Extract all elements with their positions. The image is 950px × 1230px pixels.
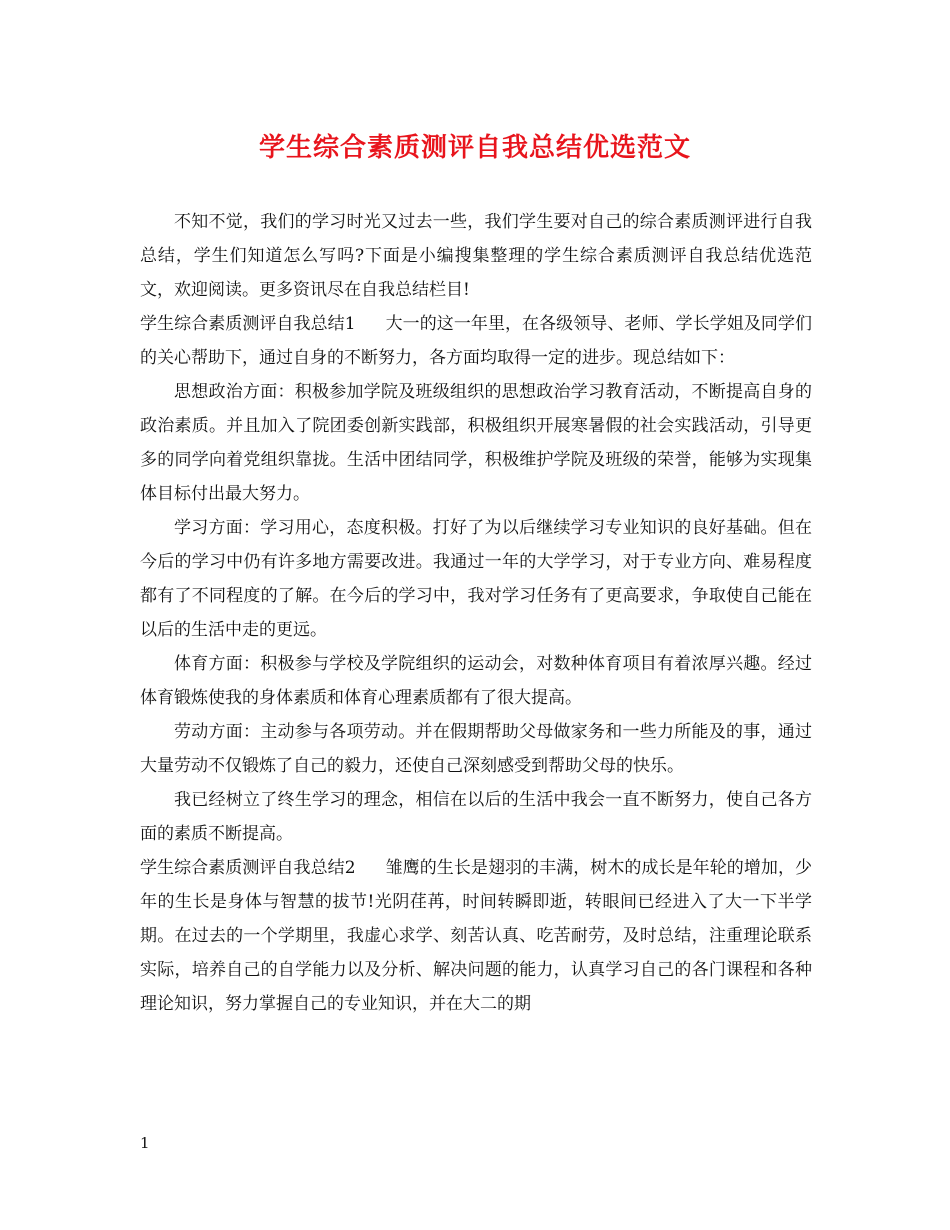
sports-paragraph: 体育方面：积极参与学校及学院组织的运动会，对数种体育项目有着浓厚兴趣。经过体育锻炼使我的身体素质和体育心理素质都有了很大提高。 xyxy=(140,654,812,708)
study-paragraph: 学习方面：学习用心，态度积极。打好了为以后继续学习专业知识的良好基础。但在今后的学习中仍有许多地方需要改进。我通过一年的大学学习，对于专业方向、难易程度都有了不同程度的了解。在今后的学习中，我对学习任务有了更高要求，争取使自己能在以后的生活中走的更远。 xyxy=(140,518,812,640)
labor-paragraph: 劳动方面：主动参与各项劳动。并在假期帮助父母做家务和一些力所能及的事，通过大量劳动不仅锻炼了自己的毅力，还使自己深刻感受到帮助父母的快乐。 xyxy=(140,722,812,776)
politics-paragraph: 思想政治方面：积极参加学院及班级组织的思想政治学习教育活动，不断提高自身的政治素质。并且加入了院团委创新实践部，积极组织开展寒暑假的社会实践活动，引导更多的同学向着党组织靠拢。生活中团结同学，积极维护学院及班级的荣誉，能够为实现集体目标付出最大努力。 xyxy=(140,382,812,504)
section-1-lead: 大一的这一年里，在各级领导、老师、学长学姐及同学们的关心帮助下，通过自身的不断努力，各方面均取得一定的进步。现总结如下： xyxy=(140,314,812,368)
section-1-paragraph xyxy=(140,307,812,375)
section-2-heading: 学生综合素质测评自我总结2 xyxy=(140,858,356,878)
document-body xyxy=(140,205,812,1021)
conclusion-paragraph: 我已经树立了终生学习的理念，相信在以后的生活中我会一直不断努力，使自己各方面的素质不断提高。 xyxy=(140,790,812,844)
page-number: 1 xyxy=(140,1134,150,1152)
section-2-lead: 雏鹰的生长是翅羽的丰满，树木的成长是年轮的增加，少年的生长是身体与智慧的拔节!光阴荏苒，时间转瞬即逝，转眼间已经进入了大一下半学期。在过去的一个学期里，我虚心求学、刻苦认真、吃苦耐劳，及时总结，注重理论联系实际，培养自己的自学能力以及分析、解决问题的能力，认真学习自己的各门课程和各种理论知识，努力掌握自己的专业知识，并在大二的期 xyxy=(140,858,812,1014)
intro-paragraph: 不知不觉，我们的学习时光又过去一些，我们学生要对自己的综合素质测评进行自我总结，学生们知道怎么写吗?下面是小编搜集整理的学生综合素质测评自我总结优选范文，欢迎阅读。更多资讯尽在自我总结栏目! xyxy=(140,212,812,300)
section-1-heading: 学生综合素质测评自我总结1 xyxy=(140,314,356,334)
document-title: 学生综合素质测评自我总结优选范文 xyxy=(258,133,691,163)
section-2-paragraph xyxy=(140,851,812,1021)
